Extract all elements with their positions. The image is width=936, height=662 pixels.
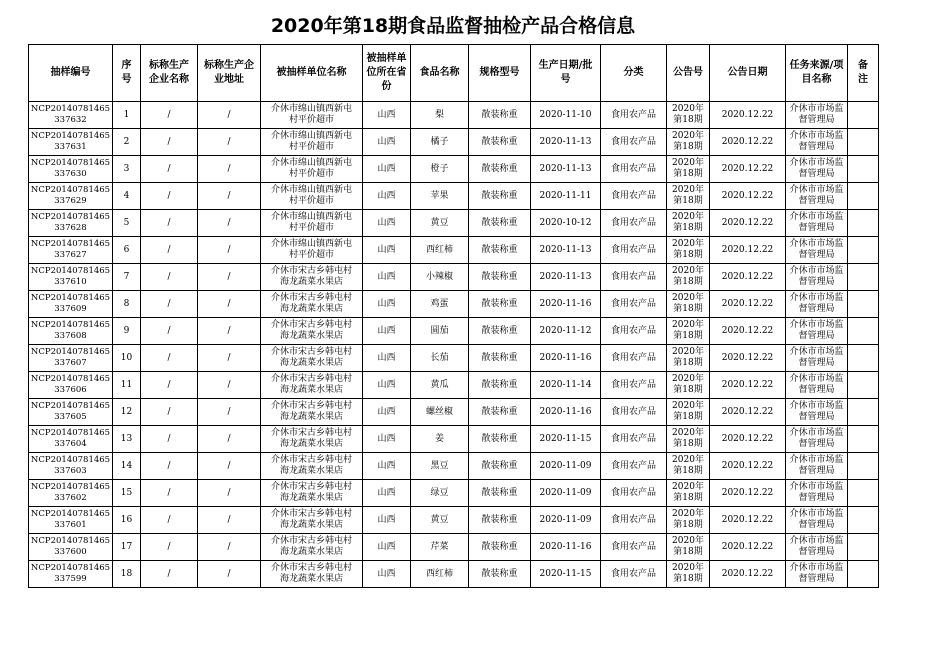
cell-sampled-unit: 介休市宋古乡韩屯村海龙蔬菜水果店: [261, 534, 363, 561]
cell-spec: 散装称重: [469, 291, 531, 318]
cell-notice-date: 2020.12.22: [710, 426, 786, 453]
cell-manufacturer-name: /: [141, 237, 198, 264]
cell-sampled-unit: 介休市宋古乡韩屯村海龙蔬菜水果店: [261, 291, 363, 318]
cell-notice-number: 2020年第18期: [667, 453, 710, 480]
cell-province: 山西: [363, 183, 411, 210]
cell-sample-code: NCP20140781465 337630: [29, 156, 113, 183]
cell-spec: 散装称重: [469, 156, 531, 183]
cell-notice-number: 2020年第18期: [667, 237, 710, 264]
cell-production-date: 2020-11-16: [531, 345, 601, 372]
cell-sample-code: NCP20140781465 337608: [29, 318, 113, 345]
cell-food-name: 梨: [411, 102, 469, 129]
cell-serial-number: 3: [113, 156, 141, 183]
cell-manufacturer-address: /: [198, 345, 261, 372]
cell-serial-number: 16: [113, 507, 141, 534]
cell-production-date: 2020-11-13: [531, 156, 601, 183]
cell-production-date: 2020-11-13: [531, 129, 601, 156]
cell-serial-number: 13: [113, 426, 141, 453]
cell-food-name: 姜: [411, 426, 469, 453]
cell-remark: [848, 102, 879, 129]
cell-task-source: 介休市市场监督管理局: [786, 507, 848, 534]
cell-sampled-unit: 介休市宋古乡韩屯村海龙蔬菜水果店: [261, 426, 363, 453]
table-row: [29, 183, 879, 210]
cell-notice-number: 2020年第18期: [667, 507, 710, 534]
cell-spec: 散装称重: [469, 183, 531, 210]
cell-production-date: 2020-11-16: [531, 534, 601, 561]
cell-manufacturer-name: /: [141, 210, 198, 237]
cell-remark: [848, 372, 879, 399]
cell-province: 山西: [363, 345, 411, 372]
cell-food-name: 黄豆: [411, 210, 469, 237]
cell-food-name: 西红柿: [411, 561, 469, 588]
header-serial-number: 序号: [113, 45, 141, 102]
table-row: [29, 129, 879, 156]
cell-remark: [848, 183, 879, 210]
cell-spec: 散装称重: [469, 345, 531, 372]
cell-sampled-unit: 介休市绵山镇西新屯村平价超市: [261, 156, 363, 183]
cell-task-source: 介休市市场监督管理局: [786, 183, 848, 210]
cell-serial-number: 5: [113, 210, 141, 237]
table-row: [29, 372, 879, 399]
cell-notice-number: 2020年第18期: [667, 210, 710, 237]
cell-serial-number: 2: [113, 129, 141, 156]
cell-manufacturer-address: /: [198, 399, 261, 426]
cell-category: 食用农产品: [601, 507, 667, 534]
cell-sample-code: NCP20140781465 337628: [29, 210, 113, 237]
cell-spec: 散装称重: [469, 534, 531, 561]
table-row: [29, 399, 879, 426]
cell-spec: 散装称重: [469, 561, 531, 588]
header-row: [29, 45, 879, 102]
cell-spec: 散装称重: [469, 426, 531, 453]
header-province: 被抽样单位所在省份: [363, 45, 411, 102]
cell-remark: [848, 507, 879, 534]
cell-category: 食用农产品: [601, 372, 667, 399]
header-manufacturer-address: 标称生产企业地址: [198, 45, 261, 102]
cell-spec: 散装称重: [469, 399, 531, 426]
cell-sampled-unit: 介休市宋古乡韩屯村海龙蔬菜水果店: [261, 561, 363, 588]
cell-notice-number: 2020年第18期: [667, 426, 710, 453]
cell-sampled-unit: 介休市绵山镇西新屯村平价超市: [261, 210, 363, 237]
cell-food-name: 绿豆: [411, 480, 469, 507]
cell-task-source: 介休市市场监督管理局: [786, 426, 848, 453]
cell-production-date: 2020-11-09: [531, 453, 601, 480]
cell-serial-number: 12: [113, 399, 141, 426]
cell-province: 山西: [363, 453, 411, 480]
cell-category: 食用农产品: [601, 480, 667, 507]
cell-sample-code: NCP20140781465 337599: [29, 561, 113, 588]
cell-spec: 散装称重: [469, 480, 531, 507]
cell-task-source: 介休市市场监督管理局: [786, 345, 848, 372]
cell-notice-number: 2020年第18期: [667, 480, 710, 507]
cell-remark: [848, 480, 879, 507]
cell-remark: [848, 291, 879, 318]
cell-sample-code: NCP20140781465 337603: [29, 453, 113, 480]
cell-remark: [848, 237, 879, 264]
cell-notice-number: 2020年第18期: [667, 183, 710, 210]
cell-food-name: 鸡蛋: [411, 291, 469, 318]
cell-spec: 散装称重: [469, 453, 531, 480]
cell-notice-date: 2020.12.22: [710, 156, 786, 183]
table-row: [29, 210, 879, 237]
cell-spec: 散装称重: [469, 129, 531, 156]
cell-sample-code: NCP20140781465 337604: [29, 426, 113, 453]
cell-spec: 散装称重: [469, 318, 531, 345]
table-row: [29, 156, 879, 183]
cell-serial-number: 6: [113, 237, 141, 264]
header-notice-number: 公告号: [667, 45, 710, 102]
cell-production-date: 2020-11-16: [531, 399, 601, 426]
cell-manufacturer-address: /: [198, 426, 261, 453]
cell-sampled-unit: 介休市绵山镇西新屯村平价超市: [261, 183, 363, 210]
header-spec: 规格型号: [469, 45, 531, 102]
cell-notice-number: 2020年第18期: [667, 318, 710, 345]
cell-task-source: 介休市市场监督管理局: [786, 291, 848, 318]
cell-task-source: 介休市市场监督管理局: [786, 561, 848, 588]
cell-production-date: 2020-11-13: [531, 237, 601, 264]
cell-sample-code: NCP20140781465 337607: [29, 345, 113, 372]
cell-notice-date: 2020.12.22: [710, 372, 786, 399]
cell-serial-number: 18: [113, 561, 141, 588]
cell-food-name: 螺丝椒: [411, 399, 469, 426]
cell-province: 山西: [363, 264, 411, 291]
cell-manufacturer-address: /: [198, 372, 261, 399]
cell-serial-number: 10: [113, 345, 141, 372]
cell-province: 山西: [363, 372, 411, 399]
cell-production-date: 2020-11-13: [531, 264, 601, 291]
cell-food-name: 长茄: [411, 345, 469, 372]
cell-notice-date: 2020.12.22: [710, 129, 786, 156]
cell-food-name: 黑豆: [411, 453, 469, 480]
cell-province: 山西: [363, 291, 411, 318]
cell-task-source: 介休市市场监督管理局: [786, 453, 848, 480]
cell-category: 食用农产品: [601, 102, 667, 129]
header-production-date: 生产日期/批号: [531, 45, 601, 102]
cell-notice-number: 2020年第18期: [667, 561, 710, 588]
cell-notice-date: 2020.12.22: [710, 480, 786, 507]
cell-sample-code: NCP20140781465 337609: [29, 291, 113, 318]
cell-remark: [848, 453, 879, 480]
cell-food-name: 苹果: [411, 183, 469, 210]
table-row: [29, 102, 879, 129]
cell-province: 山西: [363, 102, 411, 129]
cell-manufacturer-name: /: [141, 318, 198, 345]
table-row: [29, 291, 879, 318]
cell-task-source: 介休市市场监督管理局: [786, 102, 848, 129]
cell-notice-date: 2020.12.22: [710, 237, 786, 264]
cell-category: 食用农产品: [601, 129, 667, 156]
cell-spec: 散装称重: [469, 102, 531, 129]
cell-task-source: 介休市市场监督管理局: [786, 399, 848, 426]
cell-manufacturer-address: /: [198, 102, 261, 129]
cell-sampled-unit: 介休市宋古乡韩屯村海龙蔬菜水果店: [261, 372, 363, 399]
cell-category: 食用农产品: [601, 561, 667, 588]
cell-remark: [848, 156, 879, 183]
cell-province: 山西: [363, 210, 411, 237]
table-row: [29, 534, 879, 561]
cell-remark: [848, 399, 879, 426]
cell-task-source: 介休市市场监督管理局: [786, 264, 848, 291]
cell-category: 食用农产品: [601, 399, 667, 426]
cell-manufacturer-name: /: [141, 156, 198, 183]
cell-task-source: 介休市市场监督管理局: [786, 534, 848, 561]
cell-production-date: 2020-11-09: [531, 480, 601, 507]
cell-sample-code: NCP20140781465 337606: [29, 372, 113, 399]
cell-production-date: 2020-11-11: [531, 183, 601, 210]
cell-remark: [848, 426, 879, 453]
cell-sample-code: NCP20140781465 337610: [29, 264, 113, 291]
cell-category: 食用农产品: [601, 534, 667, 561]
cell-sampled-unit: 介休市宋古乡韩屯村海龙蔬菜水果店: [261, 318, 363, 345]
cell-sampled-unit: 介休市宋古乡韩屯村海龙蔬菜水果店: [261, 453, 363, 480]
cell-notice-date: 2020.12.22: [710, 264, 786, 291]
cell-food-name: 橙子: [411, 156, 469, 183]
cell-sampled-unit: 介休市宋古乡韩屯村海龙蔬菜水果店: [261, 399, 363, 426]
cell-category: 食用农产品: [601, 183, 667, 210]
cell-manufacturer-name: /: [141, 291, 198, 318]
cell-production-date: 2020-11-10: [531, 102, 601, 129]
cell-category: 食用农产品: [601, 345, 667, 372]
table-body: [29, 102, 879, 588]
cell-notice-date: 2020.12.22: [710, 561, 786, 588]
cell-province: 山西: [363, 156, 411, 183]
cell-category: 食用农产品: [601, 426, 667, 453]
cell-sample-code: NCP20140781465 337632: [29, 102, 113, 129]
cell-sample-code: NCP20140781465 337631: [29, 129, 113, 156]
cell-notice-number: 2020年第18期: [667, 129, 710, 156]
cell-task-source: 介休市市场监督管理局: [786, 372, 848, 399]
cell-manufacturer-address: /: [198, 210, 261, 237]
cell-notice-number: 2020年第18期: [667, 345, 710, 372]
cell-notice-date: 2020.12.22: [710, 345, 786, 372]
header-remark: 备注: [848, 45, 879, 102]
cell-notice-date: 2020.12.22: [710, 507, 786, 534]
cell-remark: [848, 264, 879, 291]
table-row: [29, 453, 879, 480]
cell-serial-number: 9: [113, 318, 141, 345]
table-row: [29, 480, 879, 507]
cell-food-name: 小辣椒: [411, 264, 469, 291]
cell-notice-date: 2020.12.22: [710, 183, 786, 210]
cell-manufacturer-name: /: [141, 102, 198, 129]
cell-notice-date: 2020.12.22: [710, 453, 786, 480]
cell-province: 山西: [363, 426, 411, 453]
cell-manufacturer-name: /: [141, 399, 198, 426]
cell-sampled-unit: 介休市宋古乡韩屯村海龙蔬菜水果店: [261, 507, 363, 534]
cell-food-name: 黄豆: [411, 507, 469, 534]
cell-serial-number: 15: [113, 480, 141, 507]
cell-production-date: 2020-11-09: [531, 507, 601, 534]
cell-task-source: 介休市市场监督管理局: [786, 210, 848, 237]
cell-serial-number: 8: [113, 291, 141, 318]
cell-spec: 散装称重: [469, 237, 531, 264]
cell-remark: [848, 129, 879, 156]
cell-sample-code: NCP20140781465 337605: [29, 399, 113, 426]
cell-sampled-unit: 介休市绵山镇西新屯村平价超市: [261, 237, 363, 264]
cell-category: 食用农产品: [601, 210, 667, 237]
cell-serial-number: 1: [113, 102, 141, 129]
cell-production-date: 2020-11-16: [531, 291, 601, 318]
cell-remark: [848, 318, 879, 345]
cell-task-source: 介休市市场监督管理局: [786, 129, 848, 156]
cell-notice-date: 2020.12.22: [710, 291, 786, 318]
cell-province: 山西: [363, 561, 411, 588]
header-notice-date: 公告日期: [710, 45, 786, 102]
cell-sample-code: NCP20140781465 337627: [29, 237, 113, 264]
cell-food-name: 芹菜: [411, 534, 469, 561]
table-row: [29, 561, 879, 588]
cell-category: 食用农产品: [601, 453, 667, 480]
cell-manufacturer-address: /: [198, 264, 261, 291]
cell-production-date: 2020-11-15: [531, 561, 601, 588]
cell-sample-code: NCP20140781465 337601: [29, 507, 113, 534]
cell-food-name: 西红柿: [411, 237, 469, 264]
cell-sampled-unit: 介休市绵山镇西新屯村平价超市: [261, 129, 363, 156]
cell-manufacturer-address: /: [198, 237, 261, 264]
cell-sampled-unit: 介休市宋古乡韩屯村海龙蔬菜水果店: [261, 480, 363, 507]
table-row: [29, 345, 879, 372]
header-task-source: 任务来源/项目名称: [786, 45, 848, 102]
cell-serial-number: 7: [113, 264, 141, 291]
table-row: [29, 237, 879, 264]
cell-serial-number: 17: [113, 534, 141, 561]
cell-category: 食用农产品: [601, 318, 667, 345]
cell-notice-date: 2020.12.22: [710, 534, 786, 561]
cell-manufacturer-name: /: [141, 129, 198, 156]
cell-task-source: 介休市市场监督管理局: [786, 156, 848, 183]
cell-notice-number: 2020年第18期: [667, 264, 710, 291]
cell-manufacturer-address: /: [198, 507, 261, 534]
cell-production-date: 2020-11-12: [531, 318, 601, 345]
cell-province: 山西: [363, 318, 411, 345]
cell-manufacturer-name: /: [141, 534, 198, 561]
cell-manufacturer-name: /: [141, 480, 198, 507]
cell-production-date: 2020-10-12: [531, 210, 601, 237]
cell-remark: [848, 210, 879, 237]
inspection-table: [28, 44, 879, 588]
table-row: [29, 426, 879, 453]
cell-manufacturer-name: /: [141, 561, 198, 588]
cell-manufacturer-address: /: [198, 318, 261, 345]
cell-manufacturer-address: /: [198, 480, 261, 507]
cell-food-name: 黄瓜: [411, 372, 469, 399]
cell-manufacturer-name: /: [141, 507, 198, 534]
header-category: 分类: [601, 45, 667, 102]
cell-category: 食用农产品: [601, 264, 667, 291]
cell-remark: [848, 561, 879, 588]
cell-notice-number: 2020年第18期: [667, 372, 710, 399]
cell-notice-number: 2020年第18期: [667, 399, 710, 426]
cell-remark: [848, 345, 879, 372]
cell-manufacturer-address: /: [198, 129, 261, 156]
cell-task-source: 介休市市场监督管理局: [786, 318, 848, 345]
cell-category: 食用农产品: [601, 156, 667, 183]
header-food-name: 食品名称: [411, 45, 469, 102]
cell-spec: 散装称重: [469, 264, 531, 291]
cell-spec: 散装称重: [469, 210, 531, 237]
table-row: [29, 264, 879, 291]
cell-spec: 散装称重: [469, 507, 531, 534]
cell-sampled-unit: 介休市绵山镇西新屯村平价超市: [261, 102, 363, 129]
cell-province: 山西: [363, 237, 411, 264]
cell-production-date: 2020-11-14: [531, 372, 601, 399]
cell-notice-number: 2020年第18期: [667, 156, 710, 183]
cell-food-name: 圆茄: [411, 318, 469, 345]
cell-notice-date: 2020.12.22: [710, 399, 786, 426]
cell-province: 山西: [363, 399, 411, 426]
cell-notice-date: 2020.12.22: [710, 318, 786, 345]
header-sampled-unit: 被抽样单位名称: [261, 45, 363, 102]
header-manufacturer-name: 标称生产企业名称: [141, 45, 198, 102]
cell-sample-code: NCP20140781465 337600: [29, 534, 113, 561]
cell-production-date: 2020-11-15: [531, 426, 601, 453]
cell-manufacturer-address: /: [198, 156, 261, 183]
cell-province: 山西: [363, 534, 411, 561]
cell-notice-date: 2020.12.22: [710, 210, 786, 237]
cell-manufacturer-address: /: [198, 291, 261, 318]
cell-manufacturer-name: /: [141, 264, 198, 291]
header-sample-code: 抽样编号: [29, 45, 113, 102]
cell-task-source: 介休市市场监督管理局: [786, 480, 848, 507]
cell-manufacturer-address: /: [198, 453, 261, 480]
cell-province: 山西: [363, 129, 411, 156]
cell-manufacturer-name: /: [141, 426, 198, 453]
cell-sampled-unit: 介休市宋古乡韩屯村海龙蔬菜水果店: [261, 345, 363, 372]
cell-serial-number: 4: [113, 183, 141, 210]
cell-manufacturer-address: /: [198, 183, 261, 210]
cell-notice-number: 2020年第18期: [667, 291, 710, 318]
cell-manufacturer-name: /: [141, 183, 198, 210]
cell-province: 山西: [363, 507, 411, 534]
cell-task-source: 介休市市场监督管理局: [786, 237, 848, 264]
cell-remark: [848, 534, 879, 561]
cell-spec: 散装称重: [469, 372, 531, 399]
cell-category: 食用农产品: [601, 291, 667, 318]
table-row: [29, 318, 879, 345]
cell-manufacturer-address: /: [198, 561, 261, 588]
cell-manufacturer-name: /: [141, 453, 198, 480]
cell-notice-number: 2020年第18期: [667, 534, 710, 561]
cell-notice-date: 2020.12.22: [710, 102, 786, 129]
cell-serial-number: 11: [113, 372, 141, 399]
cell-serial-number: 14: [113, 453, 141, 480]
document-title: 2020年第18期食品监督抽检产品合格信息: [270, 15, 636, 37]
cell-food-name: 橘子: [411, 129, 469, 156]
cell-manufacturer-name: /: [141, 345, 198, 372]
cell-category: 食用农产品: [601, 237, 667, 264]
cell-province: 山西: [363, 480, 411, 507]
cell-sample-code: NCP20140781465 337602: [29, 480, 113, 507]
cell-sampled-unit: 介休市宋古乡韩屯村海龙蔬菜水果店: [261, 264, 363, 291]
table-row: [29, 507, 879, 534]
cell-manufacturer-name: /: [141, 372, 198, 399]
cell-manufacturer-address: /: [198, 534, 261, 561]
cell-sample-code: NCP20140781465 337629: [29, 183, 113, 210]
cell-notice-number: 2020年第18期: [667, 102, 710, 129]
